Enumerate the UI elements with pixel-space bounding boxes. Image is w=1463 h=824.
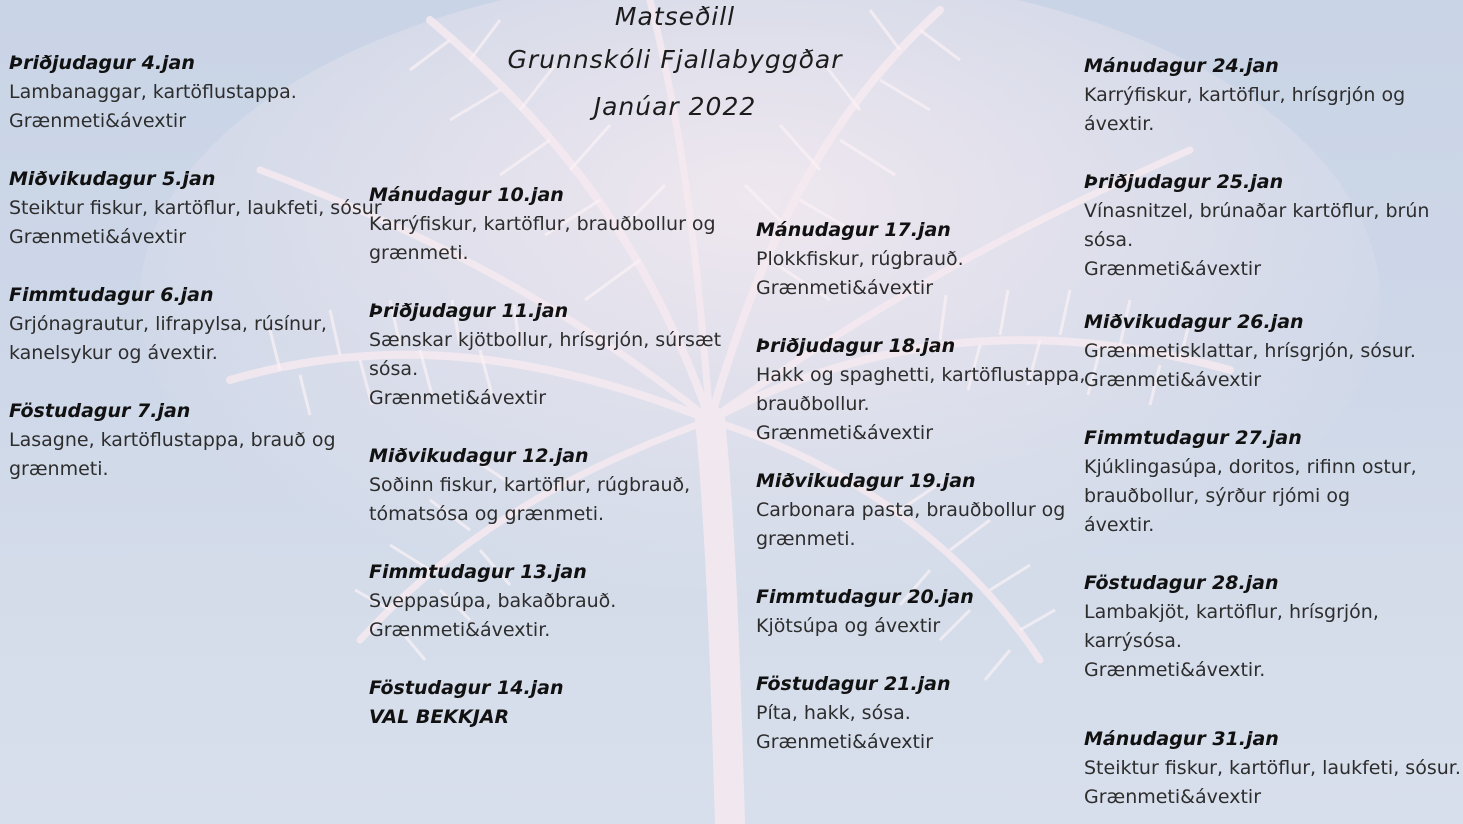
menu-entry (369, 558, 721, 645)
menu-entry (369, 442, 721, 529)
menu-entry (1084, 569, 1461, 685)
menu-text: Lambanaggar, kartöflustappa. Grænmeti&ávextir (9, 81, 297, 132)
menu-text: Karrýfiskur, kartöflur, hrísgrjón og ávextir. (1084, 84, 1406, 135)
menu-entry (1084, 424, 1461, 540)
menu-text: Píta, hakk, sósa. Grænmeti&ávextir (756, 702, 934, 753)
day-label: Mánudagur 17.jan (756, 219, 951, 241)
menu-entry (756, 670, 1085, 757)
day-label: Fimmtudagur 20.jan (756, 586, 974, 608)
day-label: Föstudagur 28.jan (1084, 572, 1279, 594)
menu-text: VAL BEKKJAR (369, 706, 510, 728)
menu-entry (1084, 168, 1461, 284)
day-label: Miðvikudagur 12.jan (369, 445, 589, 467)
page-title: Matseðill (614, 2, 736, 31)
day-label: Fimmtudagur 13.jan (369, 561, 587, 583)
menu-entry (9, 281, 382, 368)
menu-entry (369, 674, 721, 732)
menu-entry (9, 49, 382, 136)
week-column-1 (9, 49, 382, 484)
school-name: Grunnskóli Fjallabyggðar (507, 45, 843, 74)
day-label: Föstudagur 7.jan (9, 400, 191, 422)
day-label: Mánudagur 31.jan (1084, 728, 1279, 750)
menu-entry (1084, 308, 1461, 395)
menu-text: Carbonara pasta, brauðbollur og grænmeti. (756, 499, 1066, 550)
week-column-4 (1084, 52, 1461, 812)
menu-entry (756, 467, 1085, 554)
day-label: Þriðjudagur 18.jan (756, 335, 956, 357)
day-label: Föstudagur 14.jan (369, 677, 564, 699)
menu-text: Lasagne, kartöflustappa, brauð og grænmeti. (9, 429, 336, 480)
menu-entry (1084, 725, 1461, 812)
menu-text: Kjúklingasúpa, doritos, rifinn ostur, brauðbollur, sýrður rjómi og ávextir. (1084, 456, 1417, 536)
menu-entry (756, 216, 1085, 303)
day-label: Fimmtudagur 6.jan (9, 284, 214, 306)
day-label: Mánudagur 24.jan (1084, 55, 1279, 77)
menu-entry (369, 181, 721, 268)
menu-text: Karrýfiskur, kartöflur, brauðbollur og grænmeti. (369, 213, 716, 264)
menu-text: Steiktur fiskur, kartöflur, laukfeti, sósur. Grænmeti&ávextir (1084, 757, 1461, 808)
menu-text: Grænmetisklattar, hrísgrjón, sósur. Grænmeti&ávextir (1084, 340, 1416, 391)
menu-text: Soðinn fiskur, kartöflur, rúgbrauð, tómatsósa og grænmeti. (369, 474, 691, 525)
menu-text: Steiktur fiskur, kartöflur, laukfeti, sósur Grænmeti&ávextir (9, 197, 382, 248)
menu-text: Vínasnitzel, brúnaðar kartöflur, brún sósa. Grænmeti&ávextir (1084, 200, 1430, 280)
menu-entry (1084, 52, 1461, 139)
menu-text: Grjónagrautur, lifrapylsa, rúsínur, kanelsykur og ávextir. (9, 313, 327, 364)
menu-entry (9, 397, 382, 484)
day-label: Miðvikudagur 5.jan (9, 168, 216, 190)
menu-entry (756, 332, 1085, 448)
week-column-3 (756, 216, 1085, 757)
menu-text: Kjötsúpa og ávextir (756, 615, 941, 637)
day-label: Föstudagur 21.jan (756, 673, 951, 695)
menu-text: Lambakjöt, kartöflur, hrísgrjón, karrýsósa. Grænmeti&ávextir. (1084, 601, 1379, 681)
menu-text: Sænskar kjötbollur, hrísgrjón, súrsæt sósa. Grænmeti&ávextir (369, 329, 722, 409)
week-column-2 (369, 181, 721, 732)
menu-entry (9, 165, 382, 252)
menu-entry (369, 297, 721, 413)
menu-text: Plokkfiskur, rúgbrauð. Grænmeti&ávextir (756, 248, 964, 299)
menu-text: Hakk og spaghetti, kartöflustappa, brauðbollur. Grænmeti&ávextir (756, 364, 1086, 444)
day-label: Miðvikudagur 26.jan (1084, 311, 1304, 333)
day-label: Þriðjudagur 11.jan (369, 300, 569, 322)
day-label: Mánudagur 10.jan (369, 184, 564, 206)
menu-entry (756, 583, 1085, 641)
menu-text: Sveppasúpa, bakaðbrauð. Grænmeti&ávextir. (369, 590, 617, 641)
day-label: Miðvikudagur 19.jan (756, 470, 976, 492)
day-label: Þriðjudagur 25.jan (1084, 171, 1284, 193)
day-label: Fimmtudagur 27.jan (1084, 427, 1302, 449)
month-label: Janúar 2022 (593, 92, 757, 121)
day-label: Þriðjudagur 4.jan (9, 52, 195, 74)
